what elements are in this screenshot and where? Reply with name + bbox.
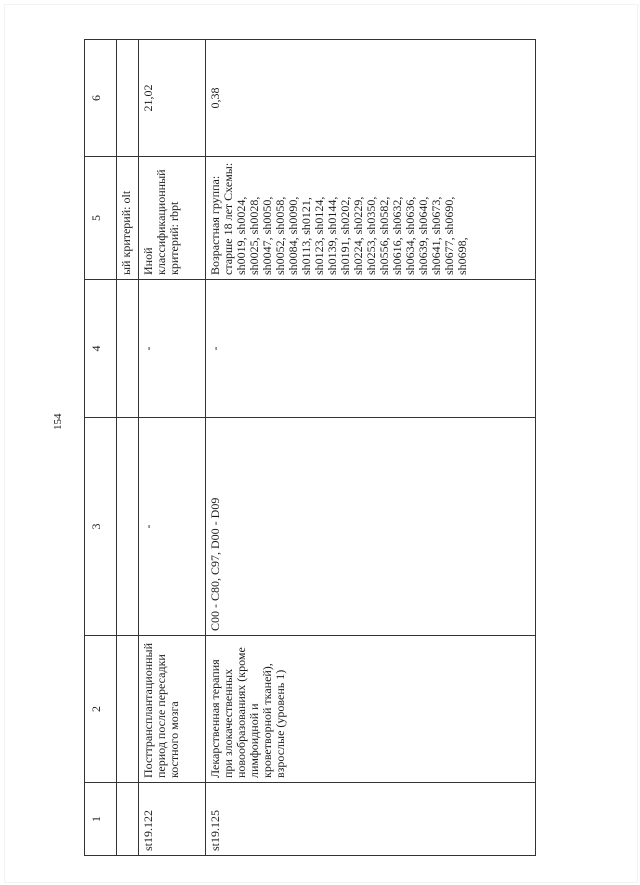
cell-code <box>117 783 139 856</box>
cell-mkb: - <box>139 418 206 636</box>
table-row <box>139 40 206 856</box>
cell-mkb <box>117 418 139 636</box>
cell-criteria: Возрастная группа: старше 18 лет Схемы: sh0019, sh0024, sh0025, sh0028, sh0047, sh0050, sh0052, sh0058, sh0084, sh0090, sh0113, sh0121, sh0123, sh0124, sh0139, sh0144, sh0191, sh0202, sh0224, sh0229, sh0253, sh0350, sh0556, sh0582, sh0616, sh0632, sh0634, sh0636, sh0639, sh0640, sh0641, sh0673, sh0677, sh0690, sh0698, <box>206 157 536 280</box>
rotated-table-container <box>84 70 529 856</box>
header-col-5: 5 <box>85 157 117 280</box>
header-col-6: 6 <box>85 40 117 157</box>
cell-name: Посттрансплантационный период после пересадки костного мозга <box>139 636 206 783</box>
cell-code: st19.122 <box>139 783 206 856</box>
cell-col4 <box>117 280 139 418</box>
cell-code: st19.125 <box>206 783 536 856</box>
cell-coef: 21,02 <box>139 40 206 157</box>
table-row-continuation <box>117 40 139 856</box>
cell-name: Лекарственная терапия при злокачественных новообразованиях (кроме лимфоидной и кроветворной тканей), взрослые (уровень 1) <box>206 636 536 783</box>
cell-coef <box>117 40 139 157</box>
table-header-row <box>85 40 117 856</box>
table-row <box>206 40 536 856</box>
header-col-4: 4 <box>85 280 117 418</box>
page-number: 154 <box>52 413 64 430</box>
cell-coef: 0,38 <box>206 40 536 157</box>
cell-criteria: Иной классификационный критерий: rbpt <box>139 157 206 280</box>
cell-mkb: C00 - C80, C97, D00 - D09 <box>206 418 536 636</box>
cell-name <box>117 636 139 783</box>
cell-col4: - <box>206 280 536 418</box>
header-col-2: 2 <box>85 636 117 783</box>
cell-criteria: ый критерий: olt <box>117 157 139 280</box>
tariff-table <box>84 39 536 856</box>
header-col-1: 1 <box>85 783 117 856</box>
header-col-3: 3 <box>85 418 117 636</box>
cell-col4: - <box>139 280 206 418</box>
